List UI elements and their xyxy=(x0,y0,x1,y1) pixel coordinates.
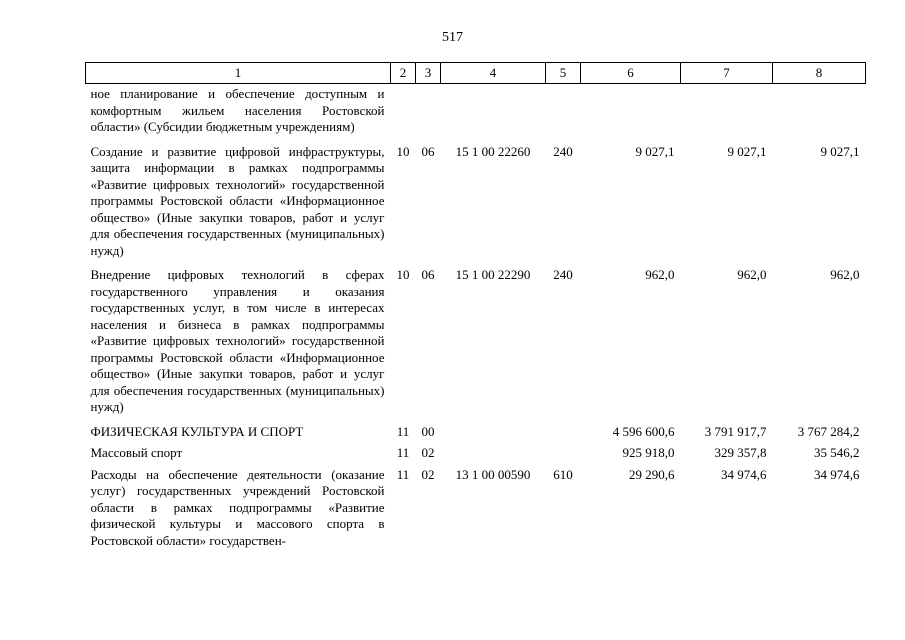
cell-section: 11 xyxy=(396,423,410,439)
cell-subsection: 06 xyxy=(421,267,435,282)
row-name: ное планирование и обеспечение доступным и комфортным жильем населения Ростовской области» (Субсидии бюджетным учреждениям) xyxy=(90,86,385,134)
column-header: 1 xyxy=(86,63,391,84)
cell-section: 11 xyxy=(396,466,410,482)
cell-amount-col7: 3 791 917,7 xyxy=(704,423,767,439)
row-name: Массовый спорт xyxy=(90,445,183,460)
cell-section: 10 xyxy=(396,267,410,282)
cell-amount-col7: 962,0 xyxy=(737,267,767,282)
cell-amount-col8: 35 546,2 xyxy=(814,445,860,460)
cell-target-article xyxy=(441,440,546,462)
row-name: ФИЗИЧЕСКАЯ КУЛЬТУРА И СПОРТ xyxy=(90,423,304,439)
cell-amount-col6: 4 596 600,6 xyxy=(612,423,675,439)
cell-amount-col7 xyxy=(681,84,773,136)
cell-amount-col6: 9 027,1 xyxy=(635,143,675,159)
header-row xyxy=(86,63,866,84)
cell-expense-type: 240 xyxy=(553,143,573,159)
cell-expense-type: 610 xyxy=(553,466,573,482)
cell-subsection: 02 xyxy=(421,445,435,460)
table-row xyxy=(86,259,866,416)
cell-target-article: 15 1 00 22260 xyxy=(455,143,531,159)
table-row xyxy=(86,84,866,136)
cell-target-article: 13 1 00 00590 xyxy=(455,466,531,482)
cell-amount-col6: 29 290,6 xyxy=(629,466,675,482)
row-name: Внедрение цифровых технологий в сферах государственного управления и оказания государственных услуг, в том числе в интересах населения и бизнеса в рамках подпрограммы «Развитие цифровых технологий» государственной программы Ростовской области «Информационное общество» (Иные закупки товаров, работ и услуг для обеспечения государственных (муниципальных) нужд) xyxy=(90,267,385,414)
cell-amount-col7: 34 974,6 xyxy=(721,466,767,482)
column-header: 3 xyxy=(416,63,441,84)
cell-amount-col7: 329 357,8 xyxy=(714,445,767,460)
cell-amount-col6 xyxy=(581,84,681,136)
table-row xyxy=(86,416,866,441)
column-header: 6 xyxy=(581,63,681,84)
budget-table xyxy=(85,62,866,549)
column-header: 7 xyxy=(681,63,773,84)
column-header: 2 xyxy=(391,63,416,84)
cell-expense-type xyxy=(546,416,581,441)
cell-subsection: 06 xyxy=(421,143,435,159)
cell-amount-col8: 34 974,6 xyxy=(814,466,860,482)
cell-target-article xyxy=(441,84,546,136)
table-row xyxy=(86,136,866,260)
cell-section xyxy=(391,84,416,136)
cell-expense-type xyxy=(546,84,581,136)
cell-expense-type: 240 xyxy=(553,267,573,282)
cell-target-article xyxy=(441,416,546,441)
cell-subsection: 00 xyxy=(421,423,435,439)
cell-amount-col8: 962,0 xyxy=(830,267,860,282)
cell-section: 11 xyxy=(396,445,410,460)
cell-amount-col6: 962,0 xyxy=(645,267,675,282)
table-row xyxy=(86,462,866,550)
column-header: 4 xyxy=(441,63,546,84)
cell-amount-col6: 925 918,0 xyxy=(622,445,675,460)
cell-subsection xyxy=(416,84,441,136)
cell-amount-col8 xyxy=(773,84,866,136)
page-number: 517 xyxy=(442,30,463,45)
cell-target-article: 15 1 00 22290 xyxy=(455,267,531,282)
cell-section: 10 xyxy=(396,143,410,159)
cell-subsection: 02 xyxy=(421,466,435,482)
cell-amount-col8: 9 027,1 xyxy=(820,143,860,159)
cell-amount-col8: 3 767 284,2 xyxy=(797,423,860,439)
table-row xyxy=(86,440,866,462)
row-name: Расходы на обеспечение деятельности (оказание услуг) государственных учреждений Ростовской области в рамках подпрограммы «Развитие физической культуры и массового спорта в Ростовской области» государствен- xyxy=(90,466,385,548)
row-name: Создание и развитие цифровой инфраструктуры, защита информации в рамках подпрограммы «Развитие цифровых технологий» государственной программы Ростовской области «Информационное общество» (Иные закупки товаров, работ и услуг для обеспечения государственных (муниципальных) нужд) xyxy=(90,143,385,258)
cell-amount-col7: 9 027,1 xyxy=(727,143,767,159)
column-header: 5 xyxy=(546,63,581,84)
cell-expense-type xyxy=(546,440,581,462)
column-header: 8 xyxy=(773,63,866,84)
